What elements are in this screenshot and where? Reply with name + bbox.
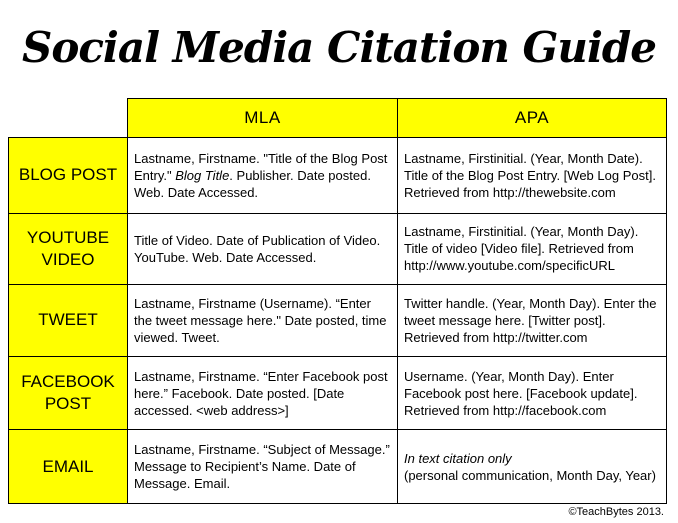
table-row bbox=[9, 430, 667, 504]
mla-cell-blog-post bbox=[128, 137, 398, 213]
citation-table bbox=[8, 98, 667, 504]
copyright-notice: ©TeachBytes 2013. bbox=[568, 506, 664, 518]
column-header-apa: APA bbox=[398, 99, 667, 138]
mla-cell-facebook-post: Lastname, Firstname. “Enter Facebook post here.” Facebook. Date posted. [Date accessed. <web address>] bbox=[128, 356, 398, 430]
corner-cell bbox=[9, 99, 128, 138]
apa-cell-facebook-post: Username. (Year, Month Day). Enter Facebook post here. [Facebook update]. Retrieved from http://facebook.com bbox=[398, 356, 667, 430]
apa-cell-youtube-video: Lastname, Firstinitial. (Year, Month Day). Title of video [Video file]. Retrieved from http://www.youtube.com/specificURL bbox=[398, 213, 667, 285]
mla-cell-email: Lastname, Firstname. “Subject of Message.” Message to Recipient’s Name. Date of Message. Email. bbox=[128, 430, 398, 504]
row-label-youtube-video: YOUTUBE VIDEO bbox=[9, 213, 128, 285]
table-row bbox=[9, 213, 667, 285]
header-row bbox=[9, 99, 667, 138]
apa-cell-email bbox=[398, 430, 667, 504]
table-row bbox=[9, 137, 667, 213]
apa-text: (personal communication, Month Day, Year) bbox=[404, 467, 656, 483]
mla-cell-youtube-video: Title of Video. Date of Publication of Video. YouTube. Web. Date Accessed. bbox=[128, 213, 398, 285]
apa-italic-note: In text citation only bbox=[404, 450, 512, 466]
mla-text-end: . Publisher. Date posted. Web. Date Accessed. bbox=[134, 167, 371, 200]
mla-text: Lastname, Firstname. "Title of the Blog Post Entry." bbox=[134, 150, 388, 183]
column-header-mla: MLA bbox=[128, 99, 398, 138]
table-row bbox=[9, 285, 667, 357]
row-label-email: EMAIL bbox=[9, 430, 128, 504]
page-title: Social Media Citation Guide bbox=[21, 23, 656, 72]
apa-cell-tweet: Twitter handle. (Year, Month Day). Enter the tweet message here. [Twitter post]. Retrieved from http://twitter.com bbox=[398, 285, 667, 357]
apa-cell-blog-post: Lastname, Firstinitial. (Year, Month Date). Title of the Blog Post Entry. [Web Log Post]. Retrieved from http://thewebsite.com bbox=[398, 137, 667, 213]
table-row bbox=[9, 356, 667, 430]
mla-cell-tweet: Lastname, Firstname (Username). “Enter the tweet message here." Date posted, time viewed. Tweet. bbox=[128, 285, 398, 357]
mla-italic-text: Blog Title bbox=[175, 167, 230, 183]
row-label-tweet: TWEET bbox=[9, 285, 128, 357]
row-label-facebook-post: FACEBOOK POST bbox=[9, 356, 128, 430]
row-label-blog-post: BLOG POST bbox=[9, 137, 128, 213]
